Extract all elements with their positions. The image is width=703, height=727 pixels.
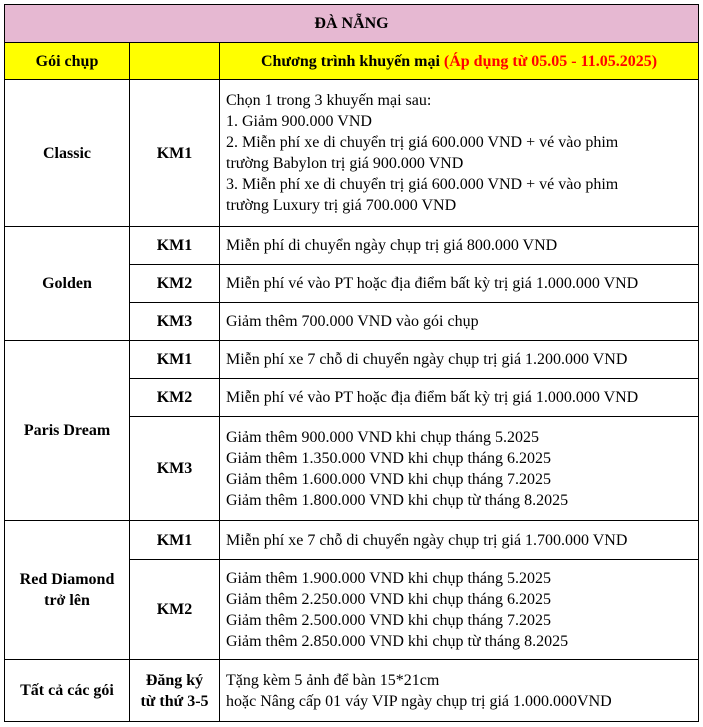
header-row bbox=[5, 43, 699, 80]
package-red-diamond bbox=[5, 521, 130, 660]
table-row bbox=[5, 660, 699, 722]
promo-line: Giảm thêm 1.600.000 VND khi chụp tháng 7.2025 bbox=[226, 470, 552, 488]
promo-line: Giảm thêm 2.500.000 VND khi chụp tháng 7.2025 bbox=[226, 611, 552, 629]
promo-description bbox=[220, 80, 699, 227]
header-program bbox=[220, 43, 699, 80]
promo-code-line: Đăng ký bbox=[145, 671, 204, 689]
promo-line: trường Babylon trị giá 900.000 VND bbox=[226, 155, 464, 172]
promo-line: Chọn 1 trong 3 khuyến mại sau: bbox=[226, 92, 432, 109]
promo-code-line: từ thứ 3-5 bbox=[140, 692, 209, 710]
package-name-line: trở lên bbox=[44, 592, 90, 609]
table-row bbox=[5, 521, 699, 560]
promo-code: KM1 bbox=[130, 80, 220, 227]
promo-description: Miễn phí di chuyển ngày chụp trị giá 800.000 VND bbox=[220, 227, 699, 265]
promo-line: hoặc Nâng cấp 01 váy VIP ngày chụp trị giá 1.000.000VND bbox=[226, 692, 612, 710]
promo-line: trường Luxury trị giá 700.000 VND bbox=[226, 197, 457, 214]
table-row bbox=[5, 80, 699, 227]
promo-description: Giảm thêm 700.000 VND vào gói chụp bbox=[220, 303, 699, 341]
package-paris-dream: Paris Dream bbox=[5, 341, 130, 521]
promo-line: 3. Miễn phí xe di chuyển trị giá 600.000 VND + vé vào phim bbox=[226, 176, 619, 193]
promo-line: Giảm thêm 1.350.000 VND khi chụp tháng 6.2025 bbox=[226, 449, 552, 467]
promo-code: KM1 bbox=[130, 227, 220, 265]
promo-code: KM1 bbox=[130, 341, 220, 379]
header-program-note: (Áp dụng từ 05.05 - 11.05.2025) bbox=[443, 52, 658, 70]
table-row bbox=[5, 341, 699, 379]
promo-code: KM2 bbox=[130, 265, 220, 303]
header-program-label: Chương trình khuyến mại bbox=[260, 52, 440, 70]
promo-line: Giảm thêm 1.800.000 VND khi chụp từ tháng 8.2025 bbox=[226, 491, 569, 509]
promo-line: Tặng kèm 5 ảnh để bàn 15*21cm bbox=[226, 671, 440, 689]
promo-description bbox=[220, 560, 699, 660]
promo-code: KM2 bbox=[130, 379, 220, 417]
promo-description: Miễn phí vé vào PT hoặc địa điểm bất kỳ trị giá 1.000.000 VND bbox=[220, 379, 699, 417]
promo-line: Giảm thêm 2.850.000 VND khi chụp từ tháng 8.2025 bbox=[226, 632, 569, 650]
table-row bbox=[5, 227, 699, 265]
promo-code: KM3 bbox=[130, 303, 220, 341]
promo-code bbox=[130, 660, 220, 722]
promo-description: Miễn phí xe 7 chỗ di chuyển ngày chụp trị giá 1.200.000 VND bbox=[220, 341, 699, 379]
package-classic: Classic bbox=[5, 80, 130, 227]
promo-description bbox=[220, 417, 699, 521]
promo-line: 2. Miễn phí xe di chuyển trị giá 600.000 VND + vé vào phim bbox=[226, 134, 619, 151]
promo-description: Miễn phí vé vào PT hoặc địa điểm bất kỳ trị giá 1.000.000 VND bbox=[220, 265, 699, 303]
promo-description bbox=[220, 660, 699, 722]
promotion-table bbox=[4, 4, 699, 722]
header-package: Gói chụp bbox=[5, 43, 130, 80]
promo-code: KM1 bbox=[130, 521, 220, 560]
promo-line: Giảm thêm 900.000 VND khi chụp tháng 5.2025 bbox=[226, 428, 540, 446]
promo-line: Giảm thêm 1.900.000 VND khi chụp tháng 5.2025 bbox=[226, 569, 552, 587]
promo-code: KM2 bbox=[130, 560, 220, 660]
table-title: ĐÀ NẴNG bbox=[5, 5, 699, 43]
promo-code: KM3 bbox=[130, 417, 220, 521]
package-golden: Golden bbox=[5, 227, 130, 341]
package-name-line: Red Diamond bbox=[19, 571, 115, 588]
promo-description: Miễn phí xe 7 chỗ di chuyển ngày chụp trị giá 1.700.000 VND bbox=[220, 521, 699, 560]
header-empty bbox=[130, 43, 220, 80]
package-all: Tất cả các gói bbox=[5, 660, 130, 722]
title-row bbox=[5, 5, 699, 43]
promo-line: 1. Giảm 900.000 VND bbox=[226, 113, 372, 130]
promo-line: Giảm thêm 2.250.000 VND khi chụp tháng 6.2025 bbox=[226, 590, 552, 608]
